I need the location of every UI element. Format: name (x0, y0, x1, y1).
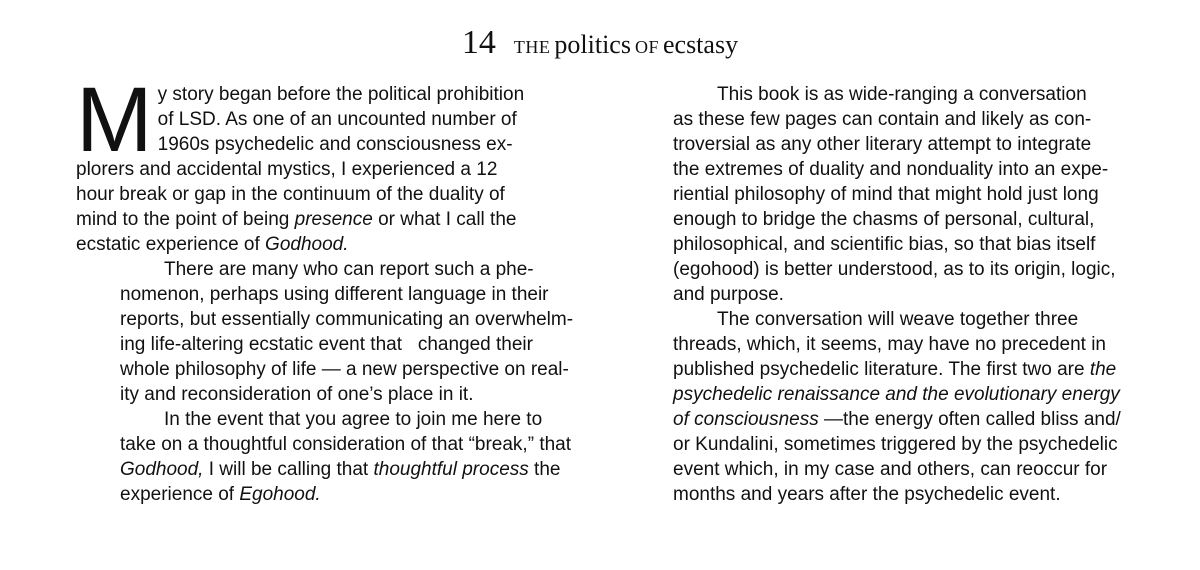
text-line (76, 207, 581, 232)
emphasis-text: Godhood, (120, 459, 204, 480)
text-line: There are many who can report such a phe- (164, 259, 534, 280)
text-run: published psychedelic literature. The first two are (673, 359, 1090, 380)
emphasis-text: psychedelic renaissance and the evolutionary energy (673, 384, 1120, 405)
emphasis-text: of consciousness (673, 409, 819, 430)
text-line: plorers and accidental mystics, I experienced a 12 (76, 159, 498, 180)
text-run: ecstatic experience of (76, 234, 266, 255)
text-line: the extremes of duality and nonduality into an expe- (673, 159, 1109, 180)
text-line (76, 232, 581, 257)
page-number: 14 (461, 24, 496, 61)
text-line: months and years after the psychedelic event. (673, 484, 1061, 505)
emphasis-text: the (1089, 359, 1117, 380)
text-line: troversial as any other literary attempt to integrate (673, 134, 1092, 155)
right-paragraph-1 (629, 82, 1129, 307)
text-line: ity and reconsideration of one’s place in it. (120, 384, 474, 405)
text-line (629, 357, 1129, 382)
emphasis-text: thoughtful process (373, 459, 529, 480)
text-run: —the energy often called bliss and/ (818, 409, 1121, 430)
text-line (629, 382, 1129, 407)
emphasis-text: Godhood. (265, 234, 349, 255)
header-title-politics: politics (554, 30, 631, 59)
text-line: (egohood) is better understood, as to its origin, logic, (673, 259, 1116, 280)
text-line: event which, in my case and others, can reoccur for (673, 459, 1108, 480)
emphasis-text: Egohood. (239, 484, 321, 505)
right-paragraph-2 (629, 307, 1129, 507)
emphasis-text: presence (294, 209, 373, 230)
text-line: as these few pages can contain and likely as con- (673, 109, 1092, 130)
text-line: and purpose. (673, 284, 784, 305)
header-title-of: OF (634, 37, 659, 57)
text-line: take on a thoughtful consideration of that “break,” that (120, 434, 572, 455)
text-line (76, 457, 581, 482)
text-line: threads, which, it seems, may have no precedent in (673, 334, 1107, 355)
running-header (0, 24, 1200, 62)
text-line: riential philosophy of mind that might hold just long (673, 184, 1099, 205)
left-paragraph-2 (76, 257, 581, 407)
text-line: In the event that you agree to join me here to (164, 409, 543, 430)
text-run: the (528, 459, 561, 480)
text-line: y story began before the political prohibition (157, 84, 525, 105)
text-line (629, 407, 1129, 432)
text-line: reports, but essentially communicating an overwhelm- (120, 309, 574, 330)
text-line: This book is as wide-ranging a conversation (717, 84, 1087, 105)
text-line: nomenon, perhaps using different language in their (120, 284, 549, 305)
left-paragraph-1 (76, 69, 581, 257)
text-run: mind to the point of being (76, 209, 295, 230)
text-line: The conversation will weave together three (717, 309, 1079, 330)
text-run: experience of (120, 484, 240, 505)
text-line: enough to bridge the chasms of personal, cultural, (673, 209, 1095, 230)
header-title-the: THE (513, 37, 551, 57)
header-title-ecstasy: ecstasy (662, 30, 739, 59)
text-run: I will be calling that (203, 459, 374, 480)
text-line: 1960s psychedelic and consciousness ex- (157, 134, 513, 155)
left-column (76, 69, 581, 507)
text-line: whole philosophy of life — a new perspective on real- (120, 359, 569, 380)
text-line: of LSD. As one of an uncounted number of (157, 109, 517, 130)
text-line: or Kundalini, sometimes triggered by the psychedelic (673, 434, 1118, 455)
text-line: ing life-altering ecstatic event that changed their (120, 334, 533, 355)
right-column (629, 82, 1129, 507)
drop-cap: M (76, 69, 153, 171)
text-line: philosophical, and scientific bias, so that bias itself (673, 234, 1096, 255)
left-paragraph-3 (76, 407, 581, 507)
text-run: or what I call the (372, 209, 517, 230)
text-line (76, 482, 581, 507)
text-line: hour break or gap in the continuum of the duality of (76, 184, 505, 205)
